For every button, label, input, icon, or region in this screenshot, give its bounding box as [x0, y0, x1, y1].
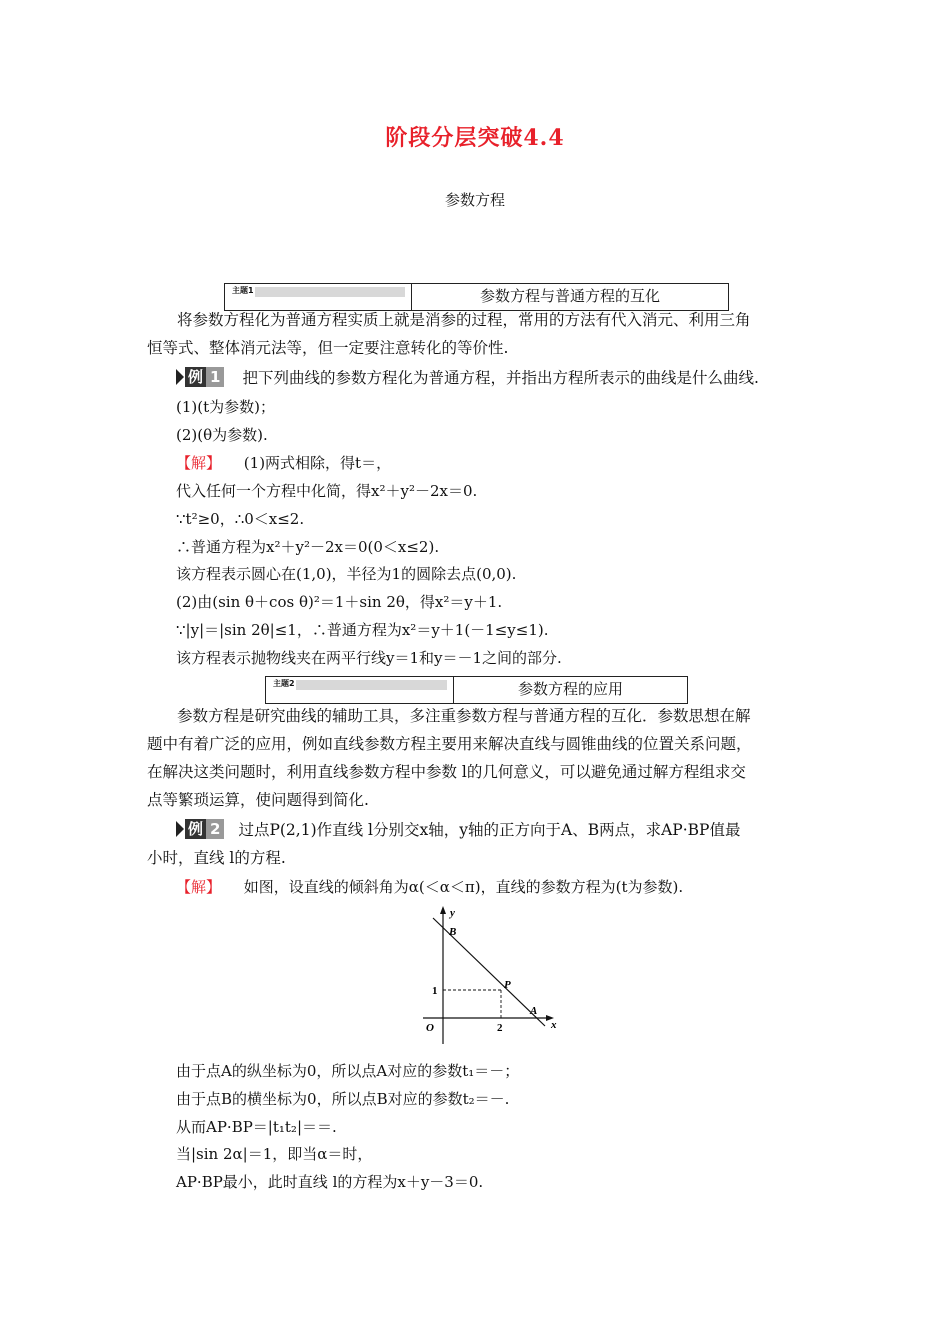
label-O: O [426, 1022, 434, 1034]
intro-paragraph-2 [147, 702, 807, 814]
solution-tag: 【解】 [176, 878, 222, 896]
topic-badge-shade [296, 680, 447, 690]
text-line: 点等繁琐运算，使问题得到简化. [147, 791, 369, 809]
tick-2: 2 [497, 1022, 503, 1034]
solution-line: 代入任何一个方程中化简，得x²＋y²－2x＝0. [176, 482, 478, 500]
example-2-question [176, 818, 740, 840]
solution-line: ∴普通方程为x²＋y²－2x＝0(0＜x≤2). [176, 538, 440, 556]
solution-line: 该方程表示抛物线夹在两平行线y＝1和y＝－1之间的部分. [176, 649, 562, 667]
y-axis-arrow-icon [440, 906, 446, 914]
topic-title: 参数方程的应用 [517, 680, 623, 698]
solution-line: 从而AP·BP＝|t₁t₂|＝＝. [176, 1118, 337, 1136]
text-line: 在解决这类问题时，利用直线参数方程中参数 l的几何意义，可以避免通过解方程组求交 [147, 763, 746, 781]
page-subtitle: 参数方程 [444, 191, 505, 209]
topic-badge-shade [255, 287, 405, 297]
label-P: P [504, 979, 511, 991]
solution-tag: 【解】 [176, 454, 222, 472]
topic-title: 参数方程与普通方程的互化 [479, 287, 660, 305]
solution-text: (1)两式相除，得t＝， [243, 454, 392, 472]
example-question-text: 过点P(2,1)作直线 l分别交x轴，y轴的正方向于A、B两点，求AP·BP值最 [238, 821, 741, 839]
label-y: y [450, 907, 455, 919]
example-question-text: 小时，直线 l的方程. [147, 849, 286, 867]
solution-line: 由于点A的纵坐标为0，所以点A对应的参数t₁＝－； [176, 1062, 520, 1080]
solution-line: (2)由(sin θ＋cos θ)²＝1＋sin 2θ，得x²＝y＋1. [176, 593, 503, 611]
text-line: 恒等式、整体消元法等，但一定要注意转化的等价性. [147, 339, 509, 357]
tick-1: 1 [432, 985, 438, 997]
label-A: A [530, 1005, 538, 1017]
topic-bar-2 [265, 676, 688, 704]
solution-line: 当|sin 2α|＝1，即当α＝时， [176, 1145, 373, 1163]
solution-line: 由于点B的横坐标为0，所以点B对应的参数t₂＝－. [176, 1090, 510, 1108]
triangle-icon [176, 369, 184, 385]
solution-text: 如图，设直线的倾斜角为α(＜α＜π)，直线的参数方程为(t为参数). [243, 878, 684, 896]
example-question-text: 把下列曲线的参数方程化为普通方程，并指出方程所表示的曲线是什么曲线. [242, 369, 759, 387]
example-1-question [176, 366, 759, 388]
solution-line [176, 876, 683, 897]
topic-badge-box [266, 677, 454, 703]
solution-line: AP·BP最小，此时直线 l的方程为x＋y－3＝0. [176, 1173, 484, 1191]
text-line: 题中有着广泛的应用，例如直线参数方程主要用来解决直线与圆锥曲线的位置关系问题， [147, 735, 752, 753]
example-badge: 例 2 [176, 819, 224, 839]
coordinate-figure [420, 904, 570, 1050]
text-line: 将参数方程化为普通方程实质上就是消参的过程，常用的方法有代入消元、利用三角 [177, 311, 751, 329]
solution-line: ∵t²≥0，∴0＜x≤2. [176, 510, 305, 528]
label-x: x [551, 1019, 557, 1031]
example-part-2: (2)(θ为参数). [176, 426, 268, 444]
topic-badge: 主题2 [273, 679, 295, 688]
triangle-icon [176, 821, 184, 837]
example-part-1: (1)(t为参数)； [176, 398, 275, 416]
label-B: B [449, 926, 457, 938]
page-title: 阶段分层突破4.4 [385, 125, 565, 151]
text-line: 参数方程是研究曲线的辅助工具，多注重参数方程与普通方程的互化．参数思想在解 [177, 707, 751, 725]
topic-badge: 主题1 [232, 286, 254, 295]
example-badge: 例 1 [176, 367, 224, 387]
solution-line [176, 452, 391, 473]
solution-line: 该方程表示圆心在(1,0)，半径为1的圆除去点(0,0). [176, 565, 517, 583]
solution-line: ∵|y|＝|sin 2θ|≤1，∴普通方程为x²＝y＋1(－1≤y≤1). [176, 621, 549, 639]
intro-paragraph-1 [147, 306, 807, 362]
